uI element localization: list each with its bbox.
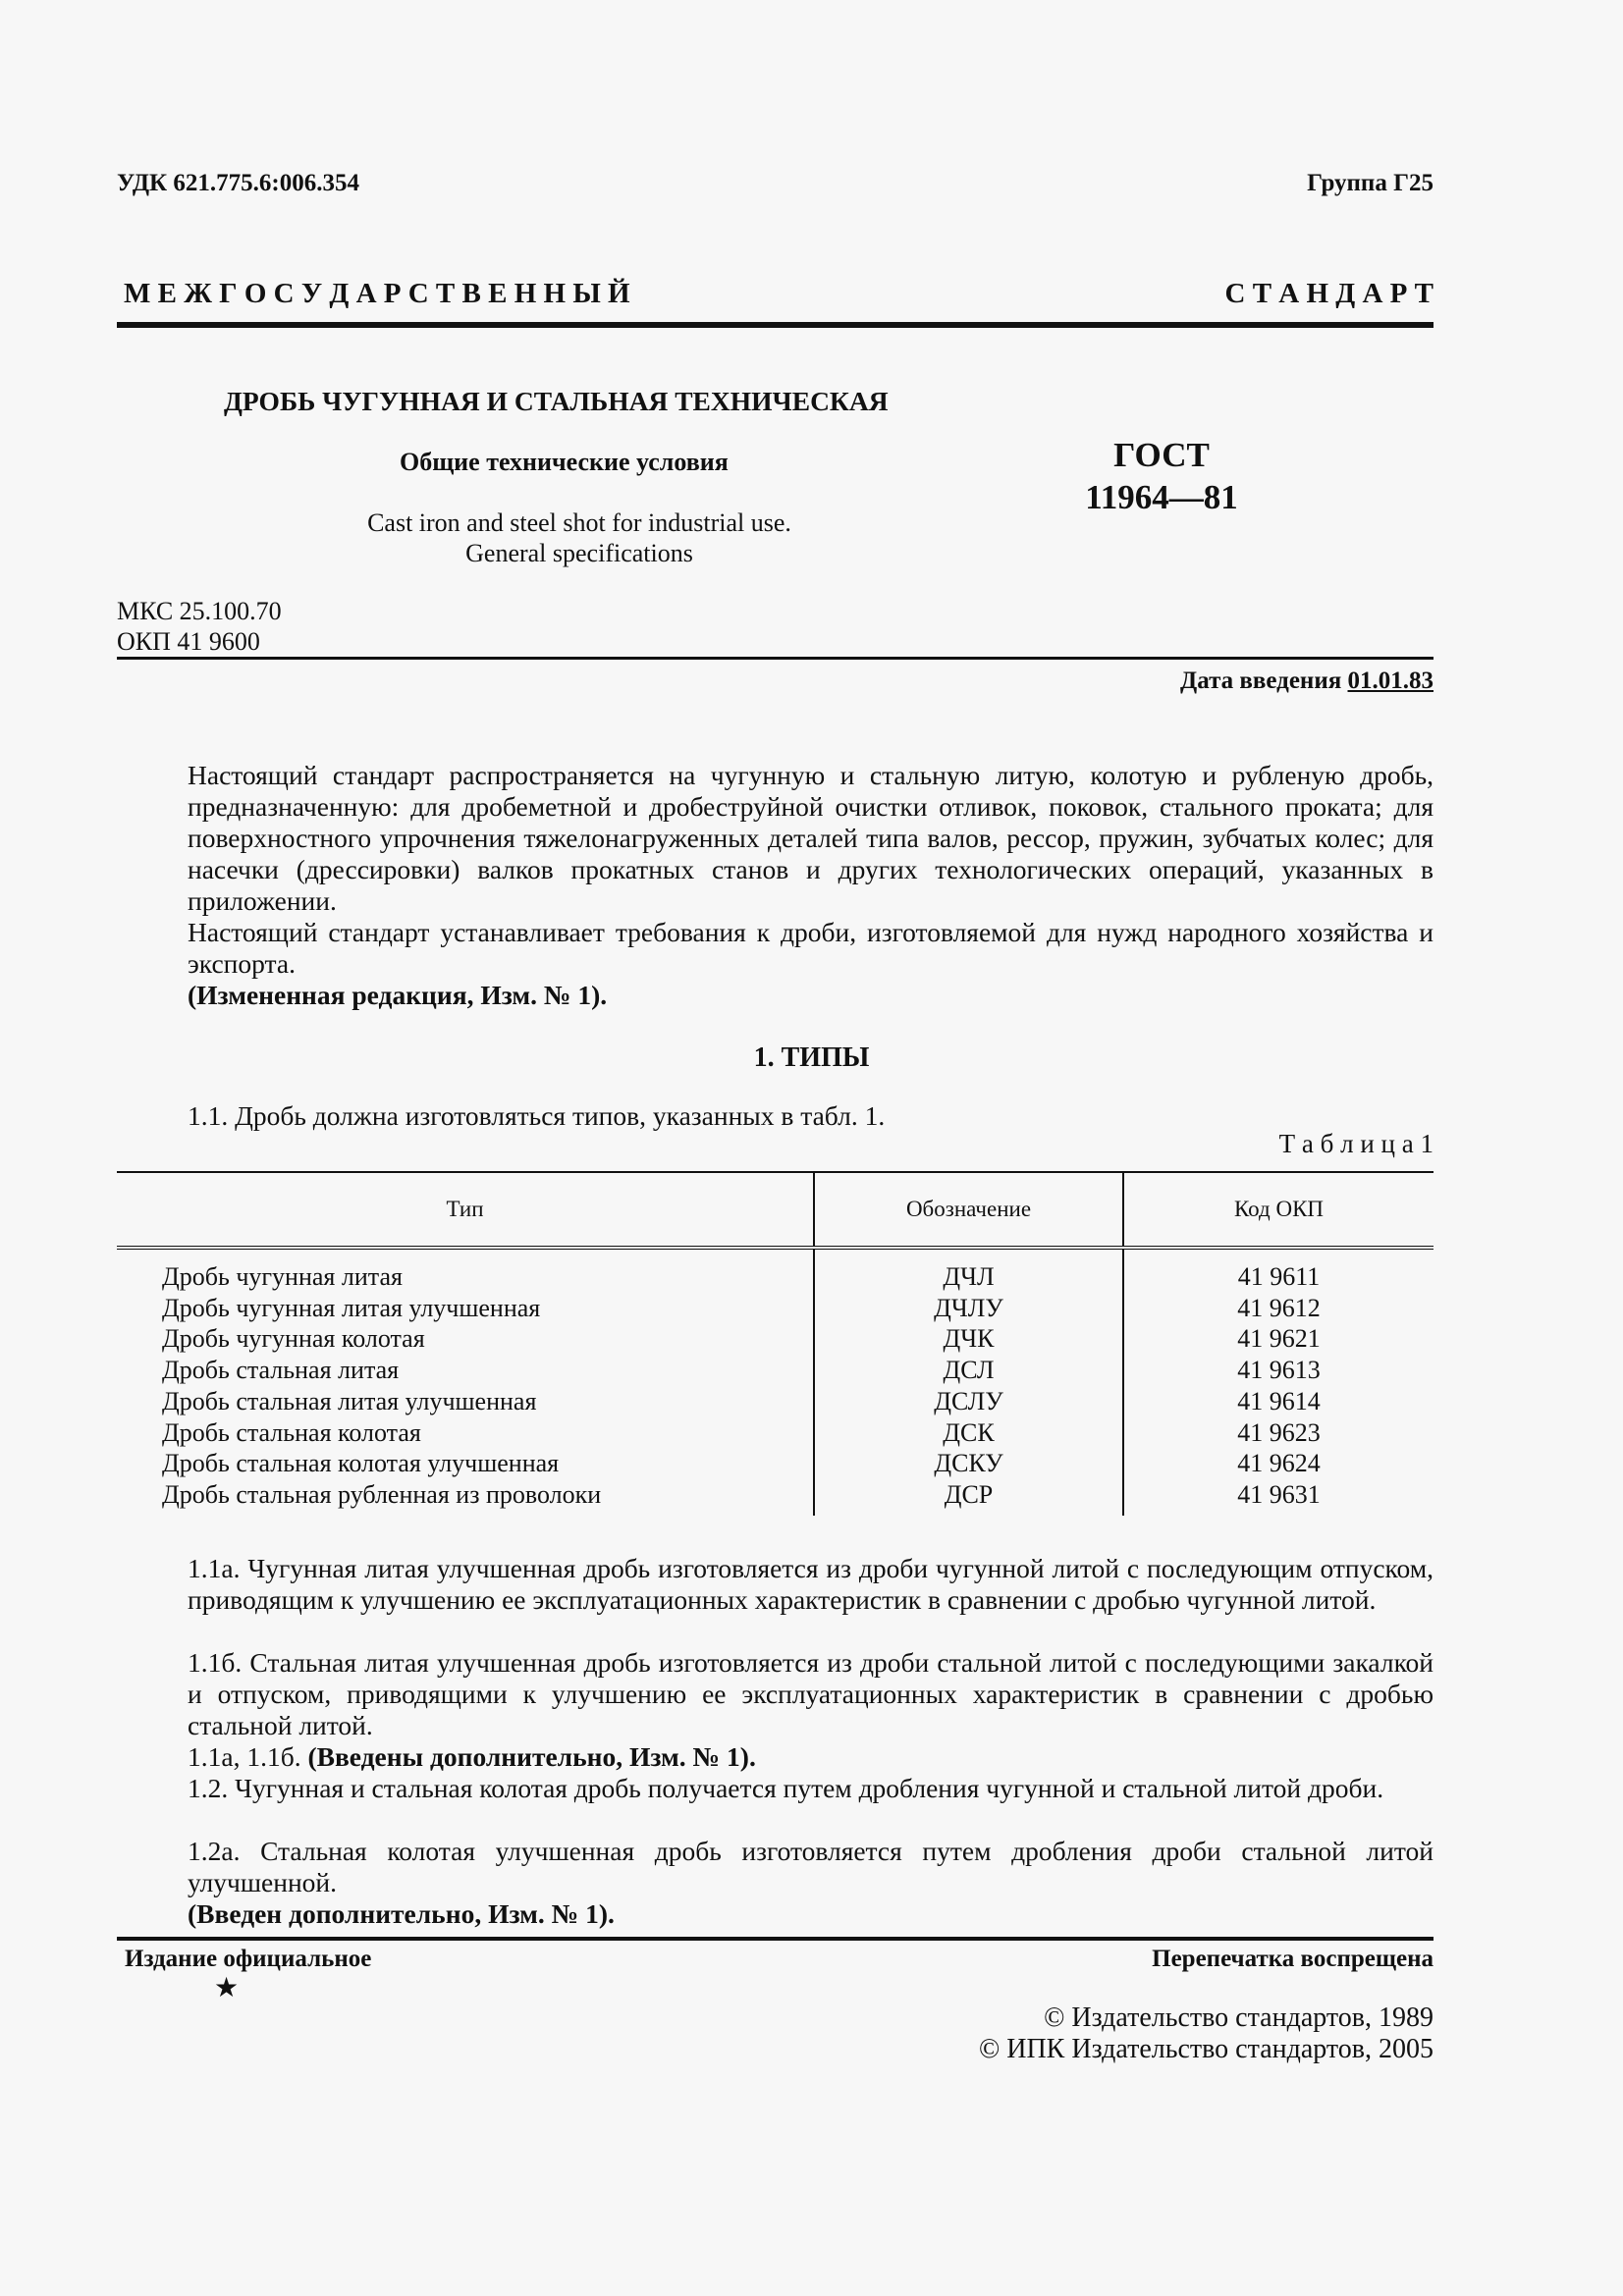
copyright-2005: © ИПК Издательство стандартов, 2005	[978, 2034, 1434, 2064]
banner-interstate: М Е Ж Г О С У Д А Р С Т В Е Н Н Ы Й	[124, 278, 630, 309]
mks-code: МКС 25.100.70	[117, 597, 282, 625]
cell-designation: ДСР	[814, 1479, 1123, 1516]
cell-designation: ДСКУ	[814, 1448, 1123, 1479]
intro-date	[1180, 667, 1434, 695]
table-row	[117, 1479, 1434, 1516]
header-designation: Обозначение	[814, 1172, 1123, 1248]
table-row	[117, 1417, 1434, 1449]
table-row	[117, 1355, 1434, 1386]
cell-designation: ДЧК	[814, 1323, 1123, 1355]
clause-1-1b: 1.1б. Стальная литая улучшенная дробь изготовляется из дроби стальной литой с последующими закалкой и отпуском, приводящими к улучшению ее эксплуатационных характеристик в сравнении с дробью стальной литой.	[188, 1647, 1434, 1740]
cell-designation: ДЧЛ	[814, 1248, 1123, 1293]
section-heading: 1. ТИПЫ	[753, 1042, 870, 1073]
cell-type: Дробь стальная литая	[162, 1356, 400, 1385]
cell-designation: ДЧЛУ	[814, 1293, 1123, 1324]
cell-okp: 41 9612	[1123, 1293, 1434, 1324]
okp-code: ОКП 41 9600	[117, 627, 260, 656]
types-table	[117, 1171, 1434, 1516]
note-clauses: 1.1а, 1.1б.	[188, 1741, 301, 1772]
table-row	[117, 1293, 1434, 1324]
intro-date-label: Дата введения	[1180, 667, 1342, 694]
banner-standard: С Т А Н Д А Р Т	[1224, 278, 1434, 309]
intro-date-value: 01.01.83	[1347, 667, 1434, 694]
footer-rule	[117, 1937, 1434, 1941]
cell-designation: ДСК	[814, 1417, 1123, 1449]
intro-paragraph-1: Настоящий стандарт распространяется на чугунную и стальную литую, колотую и рубленую дробь, предназначенную: для дробеметной и дробеструйной очистки отливок, поковок, стального проката; для поверхностного упрочнения тяжелонагруженных деталей типа валов, рессор, пружин, зубчатых колес; для насечки (дрессировки) валков прокатных станов и других технологических операций, указанных в приложении.	[188, 760, 1434, 916]
english-title-line1: Cast iron and steel shot for industrial use.	[367, 508, 791, 537]
banner-rule	[117, 322, 1434, 328]
clause-1-2a: 1.2а. Стальная колотая улучшенная дробь изготовляется путем дробления дроби стальной литой улучшенной.	[188, 1836, 1434, 1897]
cell-type: Дробь чугунная колотая	[162, 1324, 425, 1354]
table-row	[117, 1248, 1434, 1293]
reprint-prohibited: Перепечатка воспрещена	[1152, 1946, 1434, 1972]
official-edition: Издание официальное	[125, 1946, 372, 1972]
cell-okp: 41 9631	[1123, 1479, 1434, 1516]
doc-title: ДРОБЬ ЧУГУННАЯ И СТАЛЬНАЯ ТЕХНИЧЕСКАЯ	[224, 386, 889, 416]
cell-designation: ДСЛУ	[814, 1386, 1123, 1417]
table-label: Т а б л и ц а 1	[1278, 1129, 1434, 1158]
codes-rule	[117, 657, 1434, 660]
cell-okp: 41 9611	[1123, 1248, 1434, 1293]
cell-okp: 41 9623	[1123, 1417, 1434, 1449]
amendment-note-1-1	[188, 1741, 1434, 1773]
gost-label: ГОСТ	[1113, 436, 1210, 474]
english-title-line2: General specifications	[465, 539, 693, 567]
cell-okp: 41 9624	[1123, 1448, 1434, 1479]
cell-okp: 41 9613	[1123, 1355, 1434, 1386]
doc-subtitle: Общие технические условия	[400, 448, 729, 476]
cell-type: Дробь чугунная литая	[162, 1262, 403, 1291]
cell-okp: 41 9621	[1123, 1323, 1434, 1355]
amendment-note: (Измененная редакция, Изм. № 1).	[188, 980, 608, 1010]
table-header-row	[117, 1172, 1434, 1248]
cell-type: Дробь стальная колотая	[162, 1417, 421, 1447]
cell-designation: ДСЛ	[814, 1355, 1123, 1386]
gost-number: 11964—81	[1085, 478, 1238, 516]
table-row	[117, 1448, 1434, 1479]
note-text: (Введены дополнительно, Изм. № 1).	[307, 1741, 756, 1772]
table-row	[117, 1323, 1434, 1355]
intro-paragraph-2: Настоящий стандарт устанавливает требования к дроби, изготовляемой для нужд народного хозяйства и экспорта.	[188, 917, 1434, 979]
star-icon: ★	[214, 1973, 240, 2003]
cell-type: Дробь стальная колотая улучшенная	[162, 1449, 560, 1478]
cell-type: Дробь стальная рубленная из проволоки	[162, 1479, 602, 1509]
clause-1-2: 1.2. Чугунная и стальная колотая дробь получается путем дробления чугунной и стальной литой дроби.	[188, 1773, 1384, 1803]
amendment-note-1-2a: (Введен дополнительно, Изм. № 1).	[188, 1898, 615, 1929]
copyright-1989: © Издательство стандартов, 1989	[1044, 2002, 1434, 2033]
cell-type: Дробь стальная литая улучшенная	[162, 1386, 537, 1415]
clause-1-1: 1.1. Дробь должна изготовляться типов, указанных в табл. 1.	[188, 1100, 886, 1131]
udk-code: УДК 621.775.6:006.354	[117, 170, 359, 196]
header-okp-code: Код ОКП	[1123, 1172, 1434, 1248]
group-code: Группа Г25	[1307, 170, 1434, 196]
table-row	[117, 1386, 1434, 1417]
header-type: Тип	[117, 1172, 814, 1248]
cell-type: Дробь чугунная литая улучшенная	[162, 1293, 541, 1322]
clause-1-1a: 1.1а. Чугунная литая улучшенная дробь изготовляется из дроби чугунной литой с последующим отпуском, приводящим к улучшению ее эксплуатационных характеристик в сравнении с дробью чугунной литой.	[188, 1553, 1434, 1615]
cell-okp: 41 9614	[1123, 1386, 1434, 1417]
